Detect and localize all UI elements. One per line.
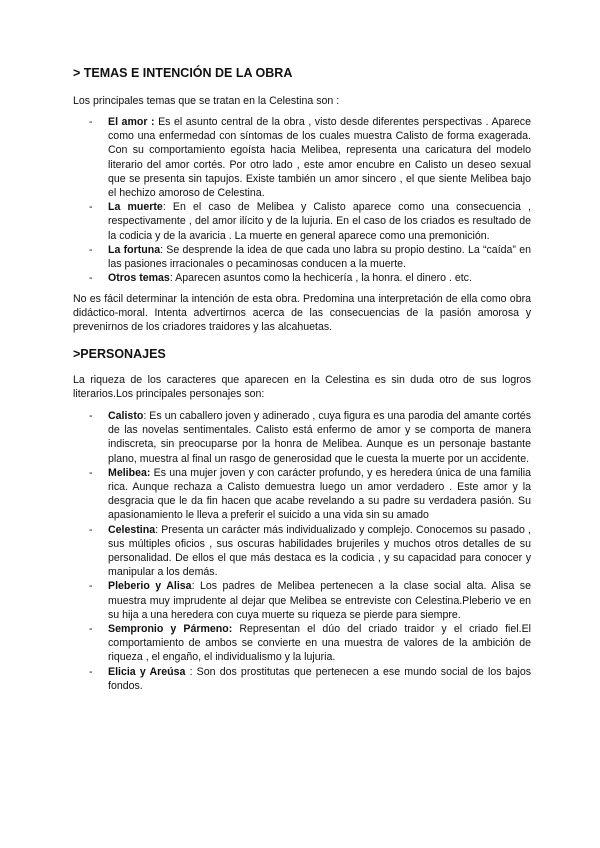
dash-bullet: - — [89, 410, 93, 422]
list-item — [73, 466, 531, 523]
section-heading-temas: > TEMAS E INTENCIÓN DE LA OBRA — [73, 66, 293, 80]
list-item — [73, 523, 531, 580]
temas-list — [73, 115, 531, 285]
personajes-list — [73, 409, 531, 693]
list-item — [73, 115, 531, 200]
list-item-term: La fortuna — [108, 243, 161, 256]
list-item — [73, 243, 531, 271]
list-item-term: Melibea: — [108, 466, 151, 479]
list-item-text: : Presenta un carácter más individualizado y complejo. Conocemos su pasado , sus múltiples oficios , sus oscuras habilidades brujeriles y muchos otros detalles de su personalidad. De ellos el que más destaca es la codicia , y su capacidad para conocer y manipular a los demás. — [108, 523, 531, 579]
dash-bullet: - — [89, 580, 93, 593]
list-item — [73, 409, 531, 466]
dash-bullet: - — [89, 201, 93, 214]
temas-conclusion: No es fácil determinar la intención de esta obra. Predomina una interpretación de ella como obra didáctico-moral. Intenta advertirnos acerca de las consecuencias de la pasión amorosa y prevenirnos de los criadores traidores y las alcahuetas. — [73, 293, 531, 334]
dash-bullet: - — [89, 243, 93, 256]
list-item-term: La muerte — [108, 201, 163, 214]
list-item — [73, 665, 531, 693]
list-item-text: : Los padres de Melibea pertenecen a la clase social alta. Alisa se muestra muy imprudente al dejar que Melibea se entreviste con Celestina.Pleberio ve en su hija a una heredera con cuya muerte su riqueza se pierde para siempre. — [108, 580, 531, 621]
list-item-term: Calisto — [108, 410, 144, 422]
list-item-text: : En el caso de Melibea y Calisto aparece como una consecuencia , respectivamente , del amor ilícito y de la lujuria. En el caso de los criados es resultado de la codicia y de la avaricia . La muerte en general aparece como una premonición. — [108, 201, 531, 242]
dash-bullet: - — [89, 665, 93, 678]
list-item-term: Otros temas — [108, 272, 170, 285]
personajes-intro: La riqueza de los caracteres que aparecen en la Celestina es sin duda otro de sus logros literarios.Los principales personajes son: — [73, 374, 531, 401]
dash-bullet: - — [89, 466, 93, 479]
list-item — [73, 579, 531, 622]
temas-intro: Los principales temas que se tratan en la Celestina son : — [73, 95, 340, 107]
list-item-text: Representan el dúo del criado traidor y el criado fiel.El comportamiento de ambos se convierte en una muestra de valores de la ambición de riqueza , el engaño, el individualismo y la lujuria. — [108, 623, 531, 664]
list-item-term: Pleberio y Alisa — [108, 580, 192, 593]
list-item-text: : Es un caballero joven y adinerado , cuya figura es una parodia del amante cortés de las novelas sentimentales. Calisto está enfermo de amor y se comporta de manera indiscreta, sin preocuparse por la honra de Melibea. Aunque es un personaje bastante plano, muestra al final un rasgo de generosidad que le cuesta la muerte por un accidente. — [108, 410, 531, 465]
list-item-term: Celestina — [108, 523, 156, 536]
list-item-term: Elicia y Areúsa — [108, 665, 186, 678]
list-item-text: Es una mujer joven y con carácter profundo, y es heredera única de una familia rica. Aunque rechaza a Calisto demuestra luego un amor verdadero . Este amor y la desgracia que le da fin hacen que acabe revelando a su padre su verdadera pasión. Su apasionamiento le lleva a preferir el suicido a una vida sin su amado — [108, 466, 531, 522]
list-item-term: Sempronio y Pármeno: — [108, 623, 233, 636]
list-item — [73, 271, 531, 285]
dash-bullet: - — [89, 623, 93, 636]
list-item-text: : Se desprende la idea de que cada uno labra su propio destino. La “caída” en las pasiones irracionales o pecaminosas conducen a la muerte. — [108, 243, 531, 271]
section-heading-personajes: >PERSONAJES — [73, 347, 166, 361]
dash-bullet: - — [89, 523, 93, 536]
list-item-term: El amor : — [108, 116, 155, 128]
dash-bullet: - — [89, 116, 93, 128]
list-item-text: : Son dos prostitutas que pertenecen a ese mundo social de los bajos fondos. — [108, 665, 532, 692]
list-item — [73, 622, 531, 665]
list-item — [73, 200, 531, 243]
list-item-text: Es el asunto central de la obra , visto desde diferentes perspectivas . Aparece como una enfermedad con síntomas de los cuales muestra Calisto de forma exagerada. Con su comportamiento egoísta hacia Melibea, representa una caricatura del modelo literario del amor cortés. Por otro lado , este amor encubre en Calisto un deseo sexual que se presenta sin tapujos. Existe también un amor sincero , el que siente Melibea bajo el hechizo amoroso de Celestina. — [108, 116, 531, 200]
dash-bullet: - — [89, 272, 93, 285]
list-item-text: : Aparecen asuntos como la hechicería , la honra. el dinero . etc. — [169, 272, 472, 285]
